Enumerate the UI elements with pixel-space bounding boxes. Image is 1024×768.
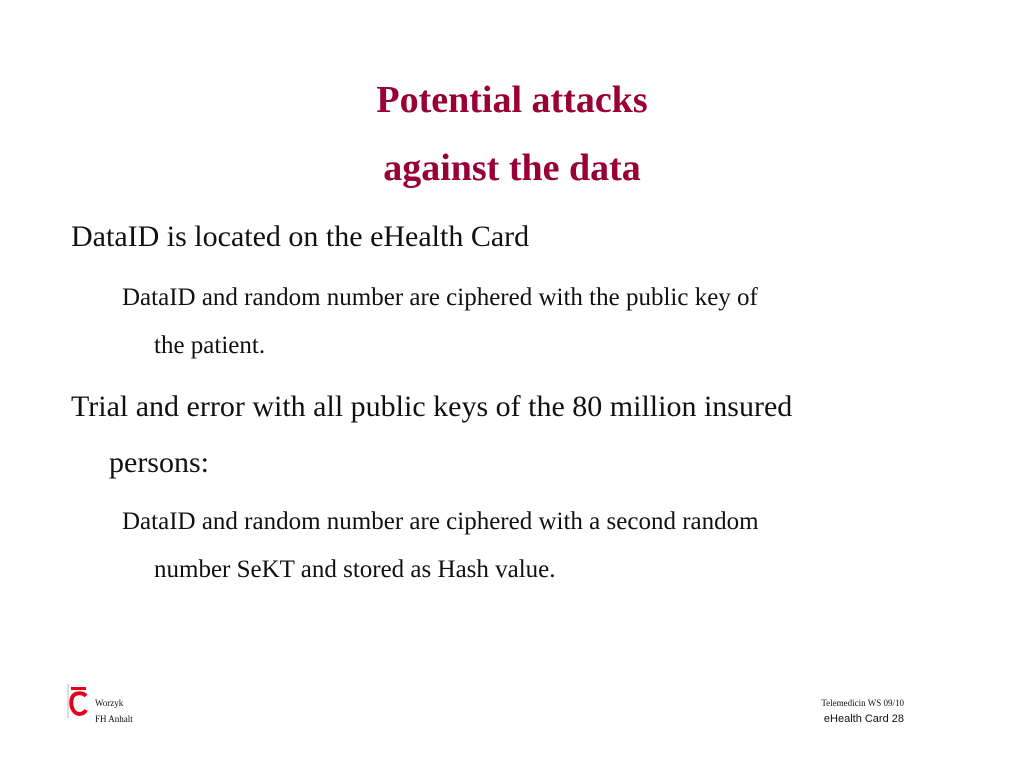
bullet-level-2 [122, 274, 758, 370]
slide-title-line-1: Potential attacks [376, 79, 648, 121]
footer-page-label: eHealth Card 28 [823, 713, 904, 725]
bullet-text: DataID is located on the eHealth Card [71, 220, 530, 253]
footer-left [95, 695, 133, 727]
slide-title-line-2: against the data [383, 147, 641, 189]
footer-right [821, 695, 904, 727]
bullet-level-2 [122, 498, 759, 594]
footer-institution: FH Anhalt [95, 714, 133, 724]
footer-course: Telemedicin WS 09/10 [821, 698, 904, 708]
bullet-text: DataID and random number are ciphered with a second random [122, 508, 759, 535]
bullet-level-1 [71, 379, 792, 491]
bullet-text-continued: number SeKT and stored as Hash value. [154, 556, 556, 583]
bullet-text: DataID and random number are ciphered with the public key of [122, 284, 758, 311]
slide-title [0, 66, 1024, 202]
bullet-level-1 [71, 209, 529, 265]
bullet-text: Trial and error with all public keys of the 80 million insured [71, 390, 793, 423]
bullet-text-continued: persons: [109, 446, 209, 479]
fh-anhalt-logo-icon [67, 683, 89, 719]
footer-author: Worzyk [95, 698, 124, 708]
bullet-text-continued: the patient. [154, 332, 266, 359]
